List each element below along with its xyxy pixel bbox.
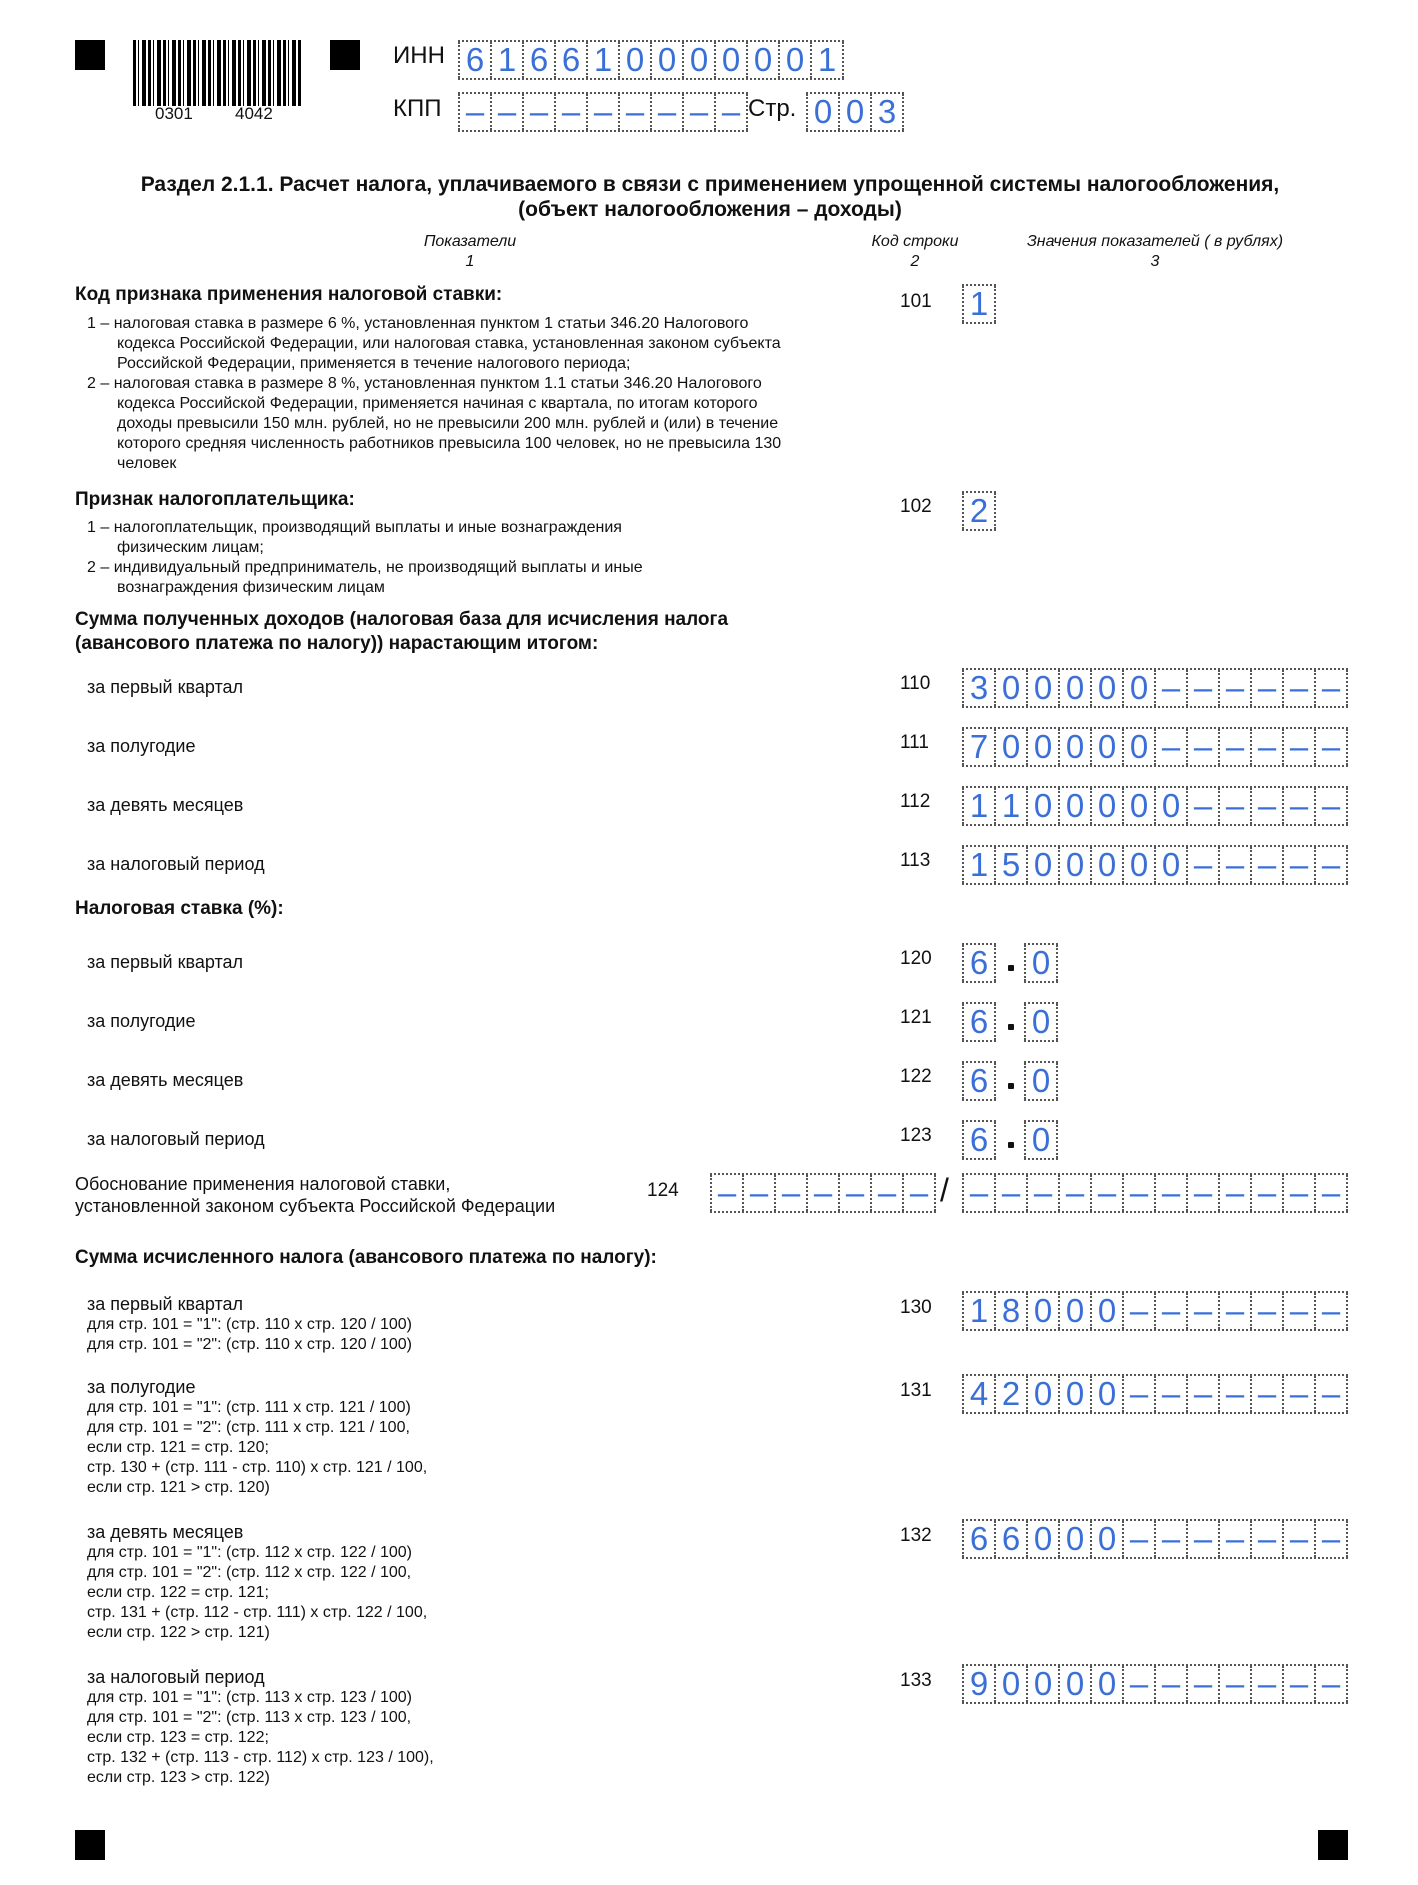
value-133-cell: – xyxy=(1314,1666,1348,1702)
value-112-cell: 0 xyxy=(1090,788,1122,824)
tax-formula-line: стр. 130 + (стр. 111 - стр. 110) x стр. 121 / 100, xyxy=(87,1459,428,1476)
rate-row-label: за полугодие xyxy=(87,1011,196,1031)
inn-cell: 0 xyxy=(650,42,682,78)
value-132-cell: – xyxy=(1186,1521,1218,1557)
value-101-cell: 1 xyxy=(962,286,996,322)
value-124-left-cells xyxy=(710,1173,936,1213)
value-130-cell: 0 xyxy=(1058,1293,1090,1329)
value-121-int-cell: 6 xyxy=(962,1004,996,1040)
value-124-right-cell: – xyxy=(962,1175,994,1211)
income-row-label: за девять месяцев xyxy=(87,795,244,815)
value-124-left-cell: – xyxy=(774,1175,806,1211)
value-113-cell: 0 xyxy=(1154,847,1186,883)
value-112-cell: 0 xyxy=(1122,788,1154,824)
value-113-cell: – xyxy=(1314,847,1348,883)
inn-label: ИНН xyxy=(393,42,445,69)
value-124-right-cell: – xyxy=(994,1175,1026,1211)
value-110-cell: 0 xyxy=(1122,670,1154,706)
corner-marker-bottom-right xyxy=(1318,1830,1348,1860)
value-131-cell: – xyxy=(1154,1376,1186,1412)
column-header-1-number: 1 xyxy=(465,253,475,270)
value-123-frac-cell: 0 xyxy=(1024,1122,1058,1158)
value-111-cell: – xyxy=(1314,729,1348,765)
value-124-right-cell: – xyxy=(1090,1175,1122,1211)
value-110-cell: – xyxy=(1218,670,1250,706)
code-123: 123 xyxy=(900,1125,932,1146)
value-130-cell: 0 xyxy=(1090,1293,1122,1329)
tax-formula-line: для стр. 101 = "1": (стр. 111 x стр. 121 / 100) xyxy=(87,1399,411,1416)
value-124-right-cells xyxy=(962,1173,1348,1213)
column-header-3 xyxy=(1005,232,1305,272)
section-title xyxy=(60,172,1360,222)
sec101-line: человек xyxy=(117,455,177,472)
value-110-cell: 0 xyxy=(1058,670,1090,706)
value-132-cell: – xyxy=(1122,1521,1154,1557)
value-132-cell: 6 xyxy=(994,1521,1026,1557)
tax-row-formula xyxy=(87,1398,427,1498)
value-113-cell: 5 xyxy=(994,847,1026,883)
column-header-3-number: 3 xyxy=(1150,253,1160,270)
value-110-cell: – xyxy=(1314,670,1348,706)
income-row-label: за полугодие xyxy=(87,736,196,756)
value-113-cell: – xyxy=(1186,847,1218,883)
tax-row-label: за полугодие xyxy=(87,1377,196,1397)
code-120: 120 xyxy=(900,948,932,969)
tax-formula-line: если стр. 123 = стр. 122; xyxy=(87,1729,269,1746)
tax-formula-line: для стр. 101 = "2": (стр. 112 x стр. 122 / 100, xyxy=(87,1564,412,1581)
value-112-cell: – xyxy=(1314,788,1348,824)
column-header-1 xyxy=(370,232,570,272)
value-111-cells xyxy=(962,727,1348,767)
code-110: 110 xyxy=(900,673,931,694)
value-111-cell: – xyxy=(1218,729,1250,765)
value-113-cell: 0 xyxy=(1090,847,1122,883)
value-133-cells xyxy=(962,1664,1348,1704)
inn-cell: 1 xyxy=(586,42,618,78)
code-133: 133 xyxy=(900,1670,932,1691)
tax-formula-line: если стр. 121 = стр. 120; xyxy=(87,1439,269,1456)
sec101-line: которого средняя численность работников превысила 100 человек, но не превысила 130 xyxy=(117,435,782,452)
value-113-cells xyxy=(962,845,1348,885)
sec102-line: вознаграждения физическим лицам xyxy=(117,579,385,596)
value-110-cell: 3 xyxy=(962,670,994,706)
value-123-int-cell xyxy=(962,1120,996,1160)
value-133-cell: 0 xyxy=(1090,1666,1122,1702)
value-112-cell: 1 xyxy=(994,788,1026,824)
value-124-right-cell: – xyxy=(1058,1175,1090,1211)
corner-marker-top-left xyxy=(75,40,105,70)
value-131-cells xyxy=(962,1374,1348,1414)
value-124-left-cell: – xyxy=(870,1175,902,1211)
sec101-heading: Код признака применения налоговой ставки: xyxy=(75,284,503,305)
inn-cell: 0 xyxy=(746,42,778,78)
value-111-cell: 0 xyxy=(1122,729,1154,765)
value-133-cell: – xyxy=(1122,1666,1154,1702)
value-130-cell: – xyxy=(1314,1293,1348,1329)
title-line-1: Раздел 2.1.1. Расчет налога, уплачиваемого в связи с применением упрощенной системы налогообложения, xyxy=(140,173,1280,196)
inn-cell: 0 xyxy=(714,42,746,78)
value-124-right-cell: – xyxy=(1282,1175,1314,1211)
value-123-frac-cell xyxy=(1024,1120,1058,1160)
value-110-cell: 0 xyxy=(1090,670,1122,706)
value-130-cell: – xyxy=(1122,1293,1154,1329)
tax-formula-line: если стр. 123 > стр. 122) xyxy=(87,1769,270,1786)
value-122-frac-cell xyxy=(1024,1061,1058,1101)
value-124-left-cell: – xyxy=(806,1175,838,1211)
value-110-cell: 0 xyxy=(994,670,1026,706)
tax-heading: Сумма исчисленного налога (авансового платежа по налогу): xyxy=(75,1247,657,1268)
value-112-cell: – xyxy=(1282,788,1314,824)
value-133-cell: 0 xyxy=(1058,1666,1090,1702)
rate-row-label: за первый квартал xyxy=(87,952,244,972)
value-110-cell: – xyxy=(1282,670,1314,706)
value-124-right-cell: – xyxy=(1314,1175,1348,1211)
value-121-int-cell xyxy=(962,1002,996,1042)
value-132-cell: – xyxy=(1282,1521,1314,1557)
kpp-cell: – xyxy=(618,94,650,130)
value-122-int-cell: 6 xyxy=(962,1063,996,1099)
barcode xyxy=(133,40,303,106)
value-111-cell: – xyxy=(1186,729,1218,765)
tax-formula-line: для стр. 101 = "1": (стр. 112 x стр. 122 / 100) xyxy=(87,1544,412,1561)
value-132-cell: 0 xyxy=(1058,1521,1090,1557)
kpp-cell: – xyxy=(522,94,554,130)
inn-cell: 1 xyxy=(490,42,522,78)
page-cell: 0 xyxy=(838,94,870,130)
value-133-cell: – xyxy=(1186,1666,1218,1702)
inn-cell: 6 xyxy=(522,42,554,78)
barcode-number-left: 0301 xyxy=(155,104,193,123)
value-133-cell: – xyxy=(1250,1666,1282,1702)
tax-row-label: за девять месяцев xyxy=(87,1522,244,1542)
value-113-cell: 0 xyxy=(1026,847,1058,883)
column-header-2 xyxy=(860,232,970,272)
value-130-cell: – xyxy=(1250,1293,1282,1329)
value-110-cell: – xyxy=(1154,670,1186,706)
kpp-cell: – xyxy=(682,94,714,130)
kpp-cell: – xyxy=(586,94,618,130)
sec101-line: кодекса Российской Федерации, применяется начиная с квартала, по итогам которого xyxy=(117,395,758,412)
value-111-cell: – xyxy=(1250,729,1282,765)
value-124-right-cell: – xyxy=(1186,1175,1218,1211)
value-133-cell: 0 xyxy=(1026,1666,1058,1702)
value-132-cell: – xyxy=(1314,1521,1348,1557)
value-121-frac-cell xyxy=(1024,1002,1058,1042)
value-122-int-cell xyxy=(962,1061,996,1101)
value-111-cell: – xyxy=(1154,729,1186,765)
tax-formula-line: если стр. 121 > стр. 120) xyxy=(87,1479,270,1496)
value-124-left-cell: – xyxy=(902,1175,936,1211)
sec102-line: 2 – индивидуальный предприниматель, не производящий выплаты и иные xyxy=(87,559,643,576)
value-124-left-cell: – xyxy=(710,1175,742,1211)
value-132-cell: – xyxy=(1218,1521,1250,1557)
value-120-int-cell xyxy=(962,943,996,983)
value-112-cells xyxy=(962,786,1348,826)
rate-heading: Налоговая ставка (%): xyxy=(75,898,284,919)
value-113-cell: – xyxy=(1250,847,1282,883)
value-124-right-cell: – xyxy=(1026,1175,1058,1211)
value-112-cell: – xyxy=(1218,788,1250,824)
code-132: 132 xyxy=(900,1525,932,1546)
title-line-2: (объект налогообложения – доходы) xyxy=(518,198,902,221)
column-header-2-number: 2 xyxy=(910,253,920,270)
decimal-point-123 xyxy=(1008,1142,1014,1148)
code-111: 111 xyxy=(900,732,929,753)
kpp-label: КПП xyxy=(393,95,442,122)
corner-marker-top-right xyxy=(330,40,360,70)
kpp-cell: – xyxy=(650,94,682,130)
value-122-frac-cell: 0 xyxy=(1024,1063,1058,1099)
value-124-right-cell: – xyxy=(1154,1175,1186,1211)
value-130-cell: 1 xyxy=(962,1293,994,1329)
value-130-cell: – xyxy=(1218,1293,1250,1329)
column-header-2-title: Код строки xyxy=(871,233,959,250)
value-113-cell: – xyxy=(1282,847,1314,883)
value-131-cell: 2 xyxy=(994,1376,1026,1412)
inn-cell: 0 xyxy=(778,42,810,78)
inn-cell: 1 xyxy=(810,42,844,78)
inn-cell: 0 xyxy=(618,42,650,78)
rate-row-label: за девять месяцев xyxy=(87,1070,244,1090)
inn-cell: 0 xyxy=(682,42,714,78)
value-132-cells xyxy=(962,1519,1348,1559)
kpp-cell: – xyxy=(714,94,748,130)
tax-formula-line: стр. 131 + (стр. 112 - стр. 111) x стр. 122 / 100, xyxy=(87,1604,428,1621)
code-124: 124 xyxy=(647,1180,679,1201)
value-110-cells xyxy=(962,668,1348,708)
kpp-cell: – xyxy=(554,94,586,130)
value-111-cell: 0 xyxy=(1058,729,1090,765)
tax-formula-line: стр. 132 + (стр. 113 - стр. 112) x стр. 123 / 100), xyxy=(87,1749,434,1766)
income-heading-line-2: (авансового платежа по налогу)) нарастающим итогом: xyxy=(75,633,599,654)
value-131-cell: 0 xyxy=(1090,1376,1122,1412)
value-131-cell: – xyxy=(1282,1376,1314,1412)
decimal-point-121 xyxy=(1008,1024,1014,1030)
value-124-left-cell: – xyxy=(742,1175,774,1211)
sec102-line: физическим лицам; xyxy=(117,539,264,556)
tax-formula-line: если стр. 122 > стр. 121) xyxy=(87,1624,270,1641)
code-121: 121 xyxy=(900,1007,932,1028)
sec101-line: 1 – налоговая ставка в размере 6 %, установленная пунктом 1 статьи 346.20 Налогового xyxy=(87,315,749,332)
code-101: 101 xyxy=(900,291,932,312)
tax-row-formula xyxy=(87,1688,434,1788)
income-row-label: за первый квартал xyxy=(87,677,244,697)
value-120-frac-cell: 0 xyxy=(1024,945,1058,981)
value-130-cell: – xyxy=(1186,1293,1218,1329)
value-124-right-cell: – xyxy=(1218,1175,1250,1211)
value-120-frac-cell xyxy=(1024,943,1058,983)
page-cell: 3 xyxy=(870,94,904,130)
page-cell: 0 xyxy=(806,94,838,130)
value-110-cell: – xyxy=(1250,670,1282,706)
value-133-cell: – xyxy=(1282,1666,1314,1702)
value-131-cell: – xyxy=(1186,1376,1218,1412)
value-124-right-cell: – xyxy=(1250,1175,1282,1211)
value-132-cell: – xyxy=(1250,1521,1282,1557)
code-130: 130 xyxy=(900,1297,932,1318)
value-111-cell: 0 xyxy=(1026,729,1058,765)
value-112-cell: 0 xyxy=(1154,788,1186,824)
value-131-cell: – xyxy=(1250,1376,1282,1412)
tax-row-formula xyxy=(87,1543,427,1643)
value-110-cell: 0 xyxy=(1026,670,1058,706)
code-112: 112 xyxy=(900,791,931,812)
sec102-heading: Признак налогоплательщика: xyxy=(75,489,355,510)
value-111-cell: 0 xyxy=(994,729,1026,765)
page-label: Стр. xyxy=(748,95,797,122)
value-102-cell: 2 xyxy=(962,493,996,529)
sec101-line: 2 – налоговая ставка в размере 8 %, установленная пунктом 1.1 статьи 346.20 Налогового xyxy=(87,375,762,392)
value-112-cell: – xyxy=(1250,788,1282,824)
value-130-cell: 0 xyxy=(1026,1293,1058,1329)
sec101-line: доходы превысили 150 млн. рублей, но не превысили 200 млн. рублей и (или) в течение xyxy=(117,415,779,432)
income-heading-line-1: Сумма полученных доходов (налоговая база для исчисления налога xyxy=(75,609,729,630)
decimal-point-120 xyxy=(1008,965,1014,971)
rate-row-label: за налоговый период xyxy=(87,1129,265,1149)
value-131-cell: 0 xyxy=(1026,1376,1058,1412)
sec101-description xyxy=(87,314,887,474)
value-131-cell: – xyxy=(1314,1376,1348,1412)
tax-row-formula xyxy=(87,1315,412,1355)
value-111-cell: – xyxy=(1282,729,1314,765)
barcode-number-right: 4042 xyxy=(235,104,273,123)
sec102-line: 1 – налогоплательщик, производящий выплаты и иные вознаграждения xyxy=(87,519,622,536)
value-131-cell: – xyxy=(1218,1376,1250,1412)
value-132-cell: 0 xyxy=(1090,1521,1122,1557)
column-header-1-title: Показатели xyxy=(423,233,517,250)
code-113: 113 xyxy=(900,850,931,871)
inn-cells xyxy=(458,40,844,80)
tax-row-label: за налоговый период xyxy=(87,1667,265,1687)
value-113-cell: 1 xyxy=(962,847,994,883)
tax-row-label: за первый квартал xyxy=(87,1294,244,1314)
value-124-slash: / xyxy=(940,1172,949,1208)
tax-formula-line: для стр. 101 = "2": (стр. 111 x стр. 121 / 100, xyxy=(87,1419,410,1436)
tax-formula-line: для стр. 101 = "2": (стр. 110 x стр. 120 / 100) xyxy=(87,1336,412,1353)
value-124-left-cell: – xyxy=(838,1175,870,1211)
corner-marker-bottom-left xyxy=(75,1830,105,1860)
value-130-cells xyxy=(962,1291,1348,1331)
inn-cell: 6 xyxy=(554,42,586,78)
value-120-int-cell: 6 xyxy=(962,945,996,981)
value-133-cell: – xyxy=(1218,1666,1250,1702)
value-101-cells xyxy=(962,284,996,324)
tax-formula-line: для стр. 101 = "1": (стр. 113 x стр. 123 / 100) xyxy=(87,1689,412,1706)
sec124-description xyxy=(75,1173,555,1217)
value-130-cell: – xyxy=(1282,1293,1314,1329)
kpp-cells xyxy=(458,92,748,132)
decimal-point-122 xyxy=(1008,1083,1014,1089)
tax-formula-line: для стр. 101 = "1": (стр. 110 x стр. 120 / 100) xyxy=(87,1316,412,1333)
inn-cell: 6 xyxy=(458,42,490,78)
value-113-cell: 0 xyxy=(1058,847,1090,883)
value-112-cell: 0 xyxy=(1058,788,1090,824)
value-113-cell: – xyxy=(1218,847,1250,883)
value-102-cells xyxy=(962,491,996,531)
page-cells xyxy=(806,92,904,132)
value-131-cell: 0 xyxy=(1058,1376,1090,1412)
tax-formula-line: если стр. 122 = стр. 121; xyxy=(87,1584,269,1601)
value-110-cell: – xyxy=(1186,670,1218,706)
code-122: 122 xyxy=(900,1066,932,1087)
sec102-description xyxy=(87,518,787,598)
code-102: 102 xyxy=(900,496,932,517)
value-123-int-cell: 6 xyxy=(962,1122,996,1158)
value-130-cell: 8 xyxy=(994,1293,1026,1329)
value-133-cell: 0 xyxy=(994,1666,1026,1702)
income-heading xyxy=(75,608,728,656)
value-131-cell: 4 xyxy=(962,1376,994,1412)
sec101-line: Российской Федерации, применяется в течение налогового периода; xyxy=(117,355,631,372)
income-row-label: за налоговый период xyxy=(87,854,265,874)
sec101-line: кодекса Российской Федерации, или налоговая ставка, установленная законом субъекта xyxy=(117,335,781,352)
tax-formula-line: для стр. 101 = "2": (стр. 113 x стр. 123 / 100, xyxy=(87,1709,412,1726)
column-header-3-title: Значения показателей ( в рублях) xyxy=(1026,233,1284,250)
value-121-frac-cell: 0 xyxy=(1024,1004,1058,1040)
sec124-line-2: установленной законом субъекта Российской Федерации xyxy=(75,1196,556,1216)
value-132-cell: 6 xyxy=(962,1521,994,1557)
kpp-cell: – xyxy=(458,94,490,130)
value-111-cell: 0 xyxy=(1090,729,1122,765)
value-132-cell: 0 xyxy=(1026,1521,1058,1557)
value-131-cell: – xyxy=(1122,1376,1154,1412)
value-133-cell: – xyxy=(1154,1666,1186,1702)
value-112-cell: 0 xyxy=(1026,788,1058,824)
value-113-cell: 0 xyxy=(1122,847,1154,883)
value-130-cell: – xyxy=(1154,1293,1186,1329)
value-124-right-cell: – xyxy=(1122,1175,1154,1211)
value-112-cell: – xyxy=(1186,788,1218,824)
sec124-line-1: Обоснование применения налоговой ставки, xyxy=(75,1174,451,1194)
value-111-cell: 7 xyxy=(962,729,994,765)
value-112-cell: 1 xyxy=(962,788,994,824)
value-132-cell: – xyxy=(1154,1521,1186,1557)
code-131: 131 xyxy=(900,1380,932,1401)
kpp-cell: – xyxy=(490,94,522,130)
value-133-cell: 9 xyxy=(962,1666,994,1702)
